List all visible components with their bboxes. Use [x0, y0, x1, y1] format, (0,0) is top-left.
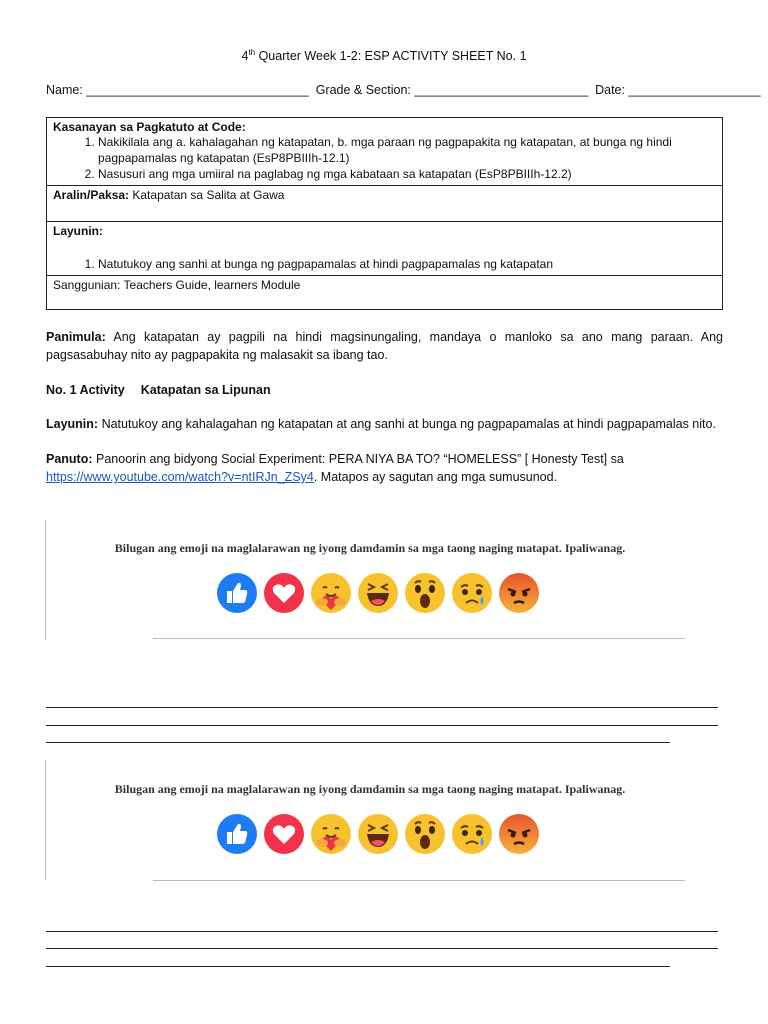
panuto-after-link: . Matapos ay sagutan ang mga sumusunod.: [313, 470, 558, 484]
layunin-cell: [47, 222, 723, 276]
wow-icon[interactable]: [404, 813, 446, 855]
sheet-title: 4th Quarter Week 1-2: ESP ACTIVITY SHEET No. 1: [241, 48, 527, 64]
sanggunian-label: Sanggunian:: [53, 278, 121, 292]
kasanayan-list: [53, 134, 716, 182]
student-info-line: Name: ________________________________ Grade & Section: _________________________ Date: ___________________: [46, 83, 761, 97]
haha-icon[interactable]: [357, 813, 399, 855]
emoji-row: [216, 813, 540, 857]
care-icon[interactable]: [310, 813, 352, 855]
sanggunian-value: Teachers Guide, learners Module: [120, 278, 301, 292]
sanggunian-cell: [47, 276, 723, 310]
emoji-row: [216, 572, 540, 616]
answer-line[interactable]: [46, 725, 718, 726]
layunin-label: Layunin:: [53, 224, 103, 238]
answer-line[interactable]: [46, 707, 718, 708]
panuto-text: Panoorin ang bidyong Social Experiment: PERA NIYA BA TO? “HOMELESS” [ Honesty Test] sa: [92, 452, 624, 466]
wow-icon[interactable]: [404, 572, 446, 614]
box-underline: [153, 880, 685, 881]
panimula-label: Panimula:: [46, 330, 106, 344]
layunin-list: [53, 256, 716, 272]
panuto-paragraph: [46, 450, 723, 486]
layunin-item: 1. Natutukoy ang sanhi at bunga ng pagpapamalas at hindi pagpapamalas ng katapatan: [98, 256, 716, 272]
answer-line[interactable]: [46, 742, 670, 743]
kasanayan-cell: [47, 118, 723, 186]
kasanayan-item: 1. Nakikilala ang a. kahalagahan ng katapatan, b. mga paraan ng pagpapakita ng katapatan, at bunga ng hindi pagpapamalas ng katapatan (EsP8PBIIIh-12.1): [98, 134, 716, 166]
box-divider: [45, 760, 46, 880]
box-divider: [45, 520, 46, 640]
emoji-prompt-box-2: [45, 760, 695, 882]
aralin-label: Aralin/Paksa:: [53, 188, 130, 202]
answer-line[interactable]: [46, 966, 670, 967]
heart-icon[interactable]: [263, 572, 305, 614]
angry-icon[interactable]: [498, 813, 540, 855]
layunin2-label: Layunin:: [46, 417, 99, 431]
sad-icon[interactable]: [451, 813, 493, 855]
emoji-prompt-text: Bilugan ang emoji na maglalarawan ng iyong damdamin sa mga taong naging matapat. Ipaliwanag.: [114, 541, 626, 555]
layunin2-paragraph: [46, 415, 723, 433]
kasanayan-label: Kasanayan sa Pagkatuto at Code:: [53, 120, 246, 134]
activity-heading: [46, 381, 723, 399]
aralin-cell: [47, 186, 723, 222]
heart-icon[interactable]: [263, 813, 305, 855]
like-icon[interactable]: [216, 572, 258, 614]
answer-line[interactable]: [46, 948, 718, 949]
like-icon[interactable]: [216, 813, 258, 855]
emoji-prompt-text: Bilugan ang emoji na maglalarawan ng iyong damdamin sa mga taong naging matapat. Ipaliwanag.: [114, 782, 626, 796]
angry-icon[interactable]: [498, 572, 540, 614]
panimula-paragraph: [46, 328, 723, 364]
box-underline: [153, 638, 685, 639]
kasanayan-item: 2. Nasusuri ang mga umiiral na paglabag ng mga kabataan sa katapatan (EsP8PBIIIh-12.2): [98, 166, 716, 182]
competency-table: [46, 117, 723, 310]
activity-title: Katapatan sa Lipunan: [140, 383, 271, 397]
layunin2-text: Natutukoy ang kahalagahan ng katapatan at ang sanhi at bunga ng pagpapamalas at hindi pagpapamalas nito.: [98, 417, 716, 431]
aralin-value: Katapatan sa Salita at Gawa: [129, 188, 285, 202]
haha-icon[interactable]: [357, 572, 399, 614]
sad-icon[interactable]: [451, 572, 493, 614]
emoji-prompt-box-1: [45, 520, 695, 642]
panuto-label: Panuto:: [46, 452, 93, 466]
care-icon[interactable]: [310, 572, 352, 614]
video-link[interactable]: https://www.youtube.com/watch?v=ntIRJn_ZSy4: [46, 470, 314, 484]
panimula-text: Ang katapatan ay pagpili na hindi magsinungaling, mandaya o manloko sa ano mang paraan. Ang pagsasabuhay nito ay pagpapakita ng malasakit sa ibang tao.: [46, 330, 723, 362]
activity-label: No. 1 Activity: [46, 383, 125, 397]
answer-line[interactable]: [46, 931, 718, 932]
